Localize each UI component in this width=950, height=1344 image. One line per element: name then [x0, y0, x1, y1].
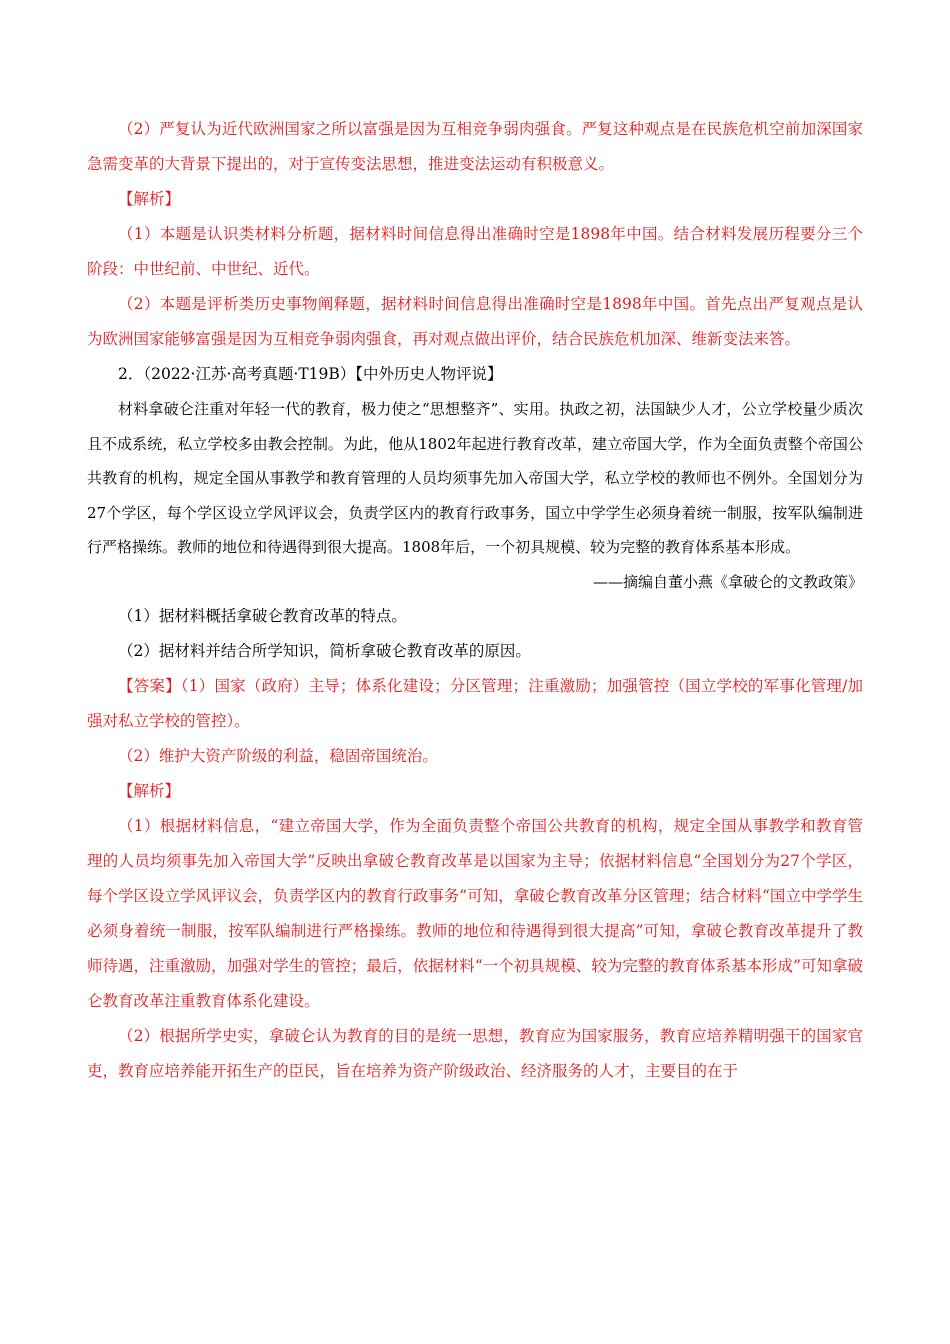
- document-page: [87, 112, 863, 1089]
- q2-answer-2: （2）维护大资产阶级的利益，稳固帝国统治。: [118, 747, 438, 765]
- q2-answer-1: [87, 669, 863, 739]
- q1-analysis-2: （2）本题是评析类历史事物阐释题，据材料时间信息得出准确时空是1898年中国。首先点出严复观点是认为欧洲国家能够富强是因为互相竞争弱肉强食，再对观点做出评价，结合民族危机加深、维新变法来答。: [87, 295, 863, 348]
- q2-question-2: （2）据材料并结合所学知识，简析拿破仑教育改革的原因。: [118, 642, 531, 660]
- q1-analysis-label: 【解析】: [118, 190, 181, 208]
- q2-source: ——摘编自董小燕《拿破仑的文教政策》: [592, 572, 863, 591]
- q2-answer-1-text: （1）国家（政府）主导；体系化建设；分区管理；注重激励；加强管控（国立学校的军事化管理/加强对私立学校的管控）。: [87, 677, 863, 730]
- q1-answer-part2: （2）严复认为近代欧洲国家之所以富强是因为互相竞争弱肉强食。严复这种观点是在民族危机空前加深国家急需变革的大背景下提出的，对于宣传变法思想，推进变法运动有积极意义。: [87, 120, 863, 173]
- q2-analysis-2: （2）根据所学史实，拿破仑认为教育的目的是统一思想，教育应为国家服务，教育应培养精明强干的国家官吏，教育应培养能开拓生产的臣民，旨在培养为资产阶级政治、经济服务的人才，主要目的在于: [87, 1027, 863, 1080]
- q2-material: 材料拿破仑注重对年轻一代的教育，极力使之“思想整齐”、实用。执政之初，法国缺少人才，公立学校量少质次且不成系统，私立学校多由教会控制。为此，他从1802年起进行教育改革，建立帝国大学，作为全面负责整个帝国公共教育的机构，规定全国从事教学和教育管理的人员均须事先加入帝国大学，私立学校的教师也不例外。全国划分为27个学区，每个学区设立学风评议会，负责学区内的教育行政事务，国立中学学生必须身着统一制服，按军队编制进行严格操练。教师的地位和待遇得到很大提高。1808年后，一个初具规模、较为完整的教育体系基本形成。: [87, 400, 863, 556]
- q1-analysis-1: （1）本题是认识类材料分析题，据材料时间信息得出准确时空是1898年中国。结合材料发展历程要分三个阶段：中世纪前、中世纪、近代。: [87, 225, 863, 278]
- q2-answer-label: 【答案】: [118, 677, 181, 695]
- q2-analysis-label: 【解析】: [118, 782, 181, 800]
- q2-analysis-1: （1）根据材料信息，“建立帝国大学，作为全面负责整个帝国公共教育的机构，规定全国从事教学和教育管理的人员均须事先加入帝国大学”反映出拿破仑教育改革是以国家为主导；依据材料信息“全国划分为27个学区，每个学区设立学风评议会，负责学区内的教育行政事务”可知，拿破仑教育改革分区管理；结合材料“国立中学学生必须身着统一制服，按军队编制进行严格操练。教师的地位和待遇得到很大提高”可知，拿破仑教育改革提升了教师待遇，注重激励，加强对学生的管控；最后，依据材料“一个初具规模、较为完整的教育体系基本形成”可知拿破仑教育改革注重教育体系化建设。: [87, 817, 863, 1010]
- q2-question-1: （1）据材料概括拿破仑教育改革的特点。: [118, 607, 407, 625]
- q2-header: 2．（2022·江苏·高考真题·T19B）【中外历史人物评说】: [118, 365, 503, 383]
